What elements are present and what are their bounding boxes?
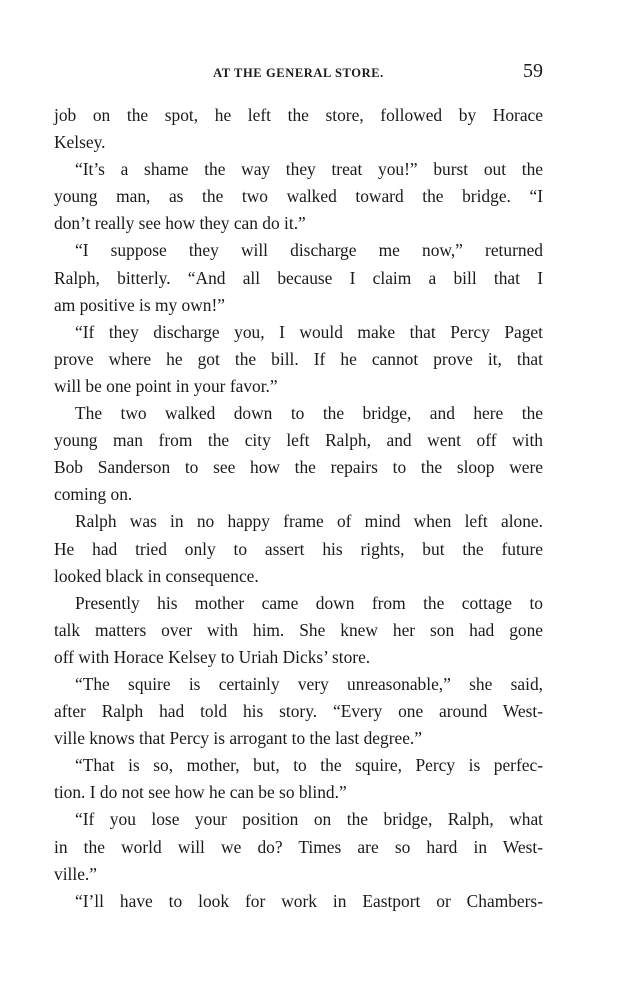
page-number: 59 bbox=[523, 60, 543, 82]
page-header bbox=[54, 60, 543, 84]
text-line: “If you lose your position on the bridge, Ralph, what bbox=[75, 809, 543, 830]
text-line: looked black in consequence. bbox=[54, 565, 259, 586]
text-line: “I suppose they will discharge me now,” returned bbox=[75, 240, 543, 261]
text-line: “It’s a shame the way they treat you!” burst out the bbox=[75, 159, 543, 180]
text-line: ville.” bbox=[54, 863, 97, 884]
text-line: young man, as the two walked toward the bridge. “I bbox=[54, 186, 543, 207]
text-line: The two walked down to the bridge, and here the bbox=[75, 403, 543, 424]
running-head: AT THE GENERAL STORE. bbox=[213, 66, 384, 80]
text-line: Kelsey. bbox=[54, 132, 106, 153]
text-line: “The squire is certainly very unreasonable,” she said, bbox=[75, 673, 543, 694]
text-line: coming on. bbox=[54, 484, 133, 505]
text-line: “If they discharge you, I would make that Percy Paget bbox=[75, 321, 543, 342]
text-line: “That is so, mother, but, to the squire, Percy is perfec- bbox=[75, 755, 543, 776]
body-text bbox=[54, 102, 543, 915]
text-line: young man from the city left Ralph, and went off with bbox=[54, 430, 543, 451]
text-line: ville knows that Percy is arrogant to the last degree.” bbox=[54, 728, 422, 749]
text-line: don’t really see how they can do it.” bbox=[54, 213, 306, 234]
text-line: “I’ll have to look for work in Eastport or Chambers- bbox=[75, 890, 543, 911]
text-line: prove where he got the bill. If he cannot prove it, that bbox=[54, 348, 543, 369]
text-line: in the world will we do? Times are so hard in West- bbox=[54, 836, 543, 857]
text-line: job on the spot, he left the store, followed by Horace bbox=[54, 105, 543, 125]
text-line: will be one point in your favor.” bbox=[54, 375, 278, 396]
text-line: Ralph was in no happy frame of mind when left alone. bbox=[75, 511, 543, 532]
text-line: Presently his mother came down from the cottage to bbox=[75, 592, 543, 613]
text-line: talk matters over with him. She knew her son had gone bbox=[54, 619, 543, 640]
text-line: He had tried only to assert his rights, but the future bbox=[54, 538, 543, 559]
text-line: Bob Sanderson to see how the repairs to the sloop were bbox=[54, 457, 543, 478]
text-line: am positive is my own!” bbox=[54, 294, 225, 315]
text-line: after Ralph had told his story. “Every one around West- bbox=[54, 701, 543, 722]
text-line: tion. I do not see how he can be so blind.” bbox=[54, 782, 347, 803]
text-line: Ralph, bitterly. “And all because I claim a bill that I bbox=[54, 267, 543, 288]
text-line: off with Horace Kelsey to Uriah Dicks’ store. bbox=[54, 646, 371, 667]
